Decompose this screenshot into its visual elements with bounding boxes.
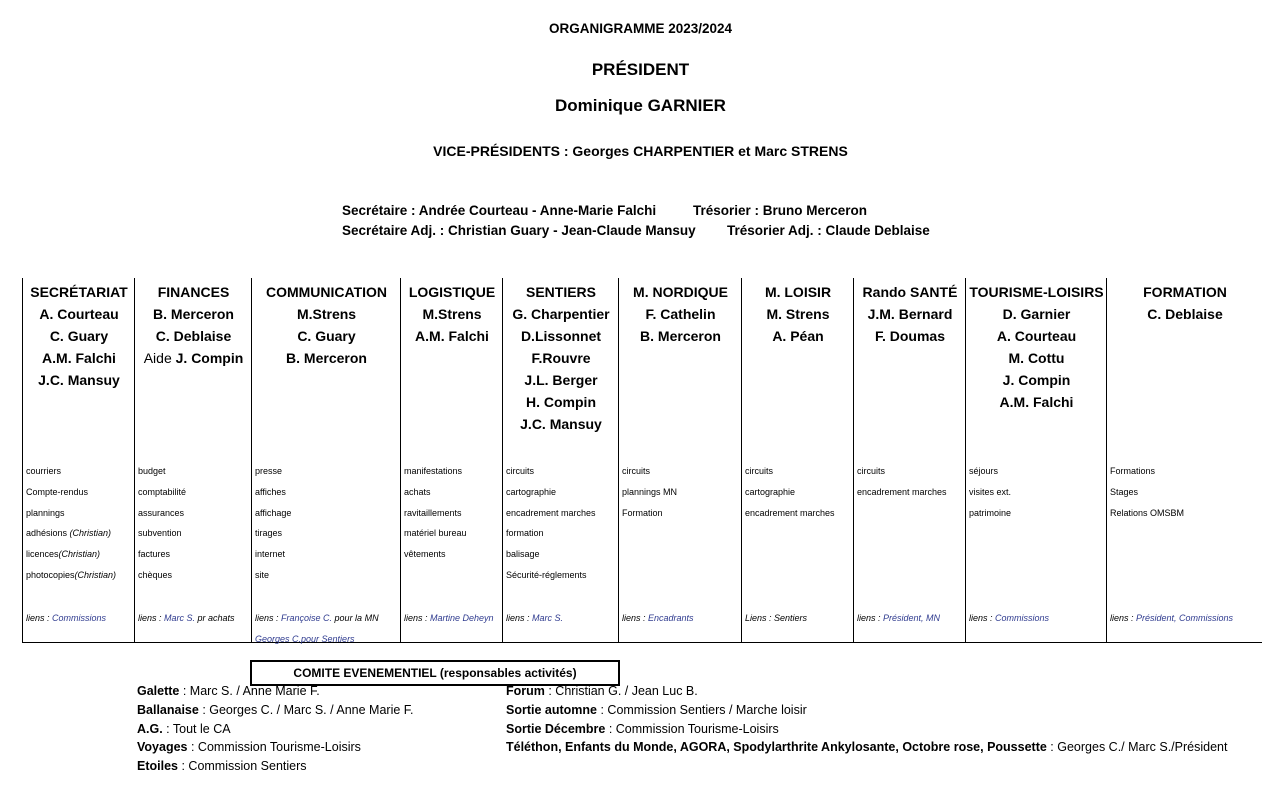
column-member: A.M. Falchi	[415, 328, 489, 344]
org-column	[1106, 278, 1263, 642]
task-item	[857, 482, 947, 503]
column-member: A. Péan	[772, 328, 824, 344]
column-name: FINANCES	[157, 284, 230, 300]
task-item	[26, 544, 116, 565]
task-item	[969, 503, 1011, 524]
task-text: circuits	[857, 466, 886, 476]
column-header	[1107, 281, 1263, 325]
tresorier-adjoint: Trésorier Adj. : Claude Deblaise	[727, 223, 930, 238]
president-name: Dominique GARNIER	[555, 96, 726, 115]
task-text: matériel bureau	[404, 528, 467, 539]
links-value: Françoise C.	[281, 613, 333, 623]
column-header	[503, 281, 619, 435]
column-member: C. Guary	[49, 328, 109, 344]
org-column	[853, 278, 966, 642]
task-item	[26, 565, 116, 586]
task-text: Sécurité-réglements	[506, 569, 587, 580]
task-item	[255, 544, 291, 565]
task-text: affiches	[255, 486, 286, 497]
column-header	[966, 281, 1107, 413]
event-responsables: : Christian G. / Jean Luc B.	[544, 684, 698, 698]
column-member: J.C. Mansuy	[520, 416, 602, 432]
task-text: Stages	[1110, 486, 1139, 497]
column-header	[401, 281, 503, 347]
column-name: M. LOISIR	[764, 284, 832, 300]
links-line	[622, 608, 694, 629]
links-line	[745, 608, 807, 629]
event-responsables: : Georges C. / Marc S. / Anne Marie F.	[198, 702, 414, 717]
column-name: LOGISTIQUE	[408, 284, 496, 300]
event-name: Etoiles	[137, 759, 178, 774]
column-header	[23, 281, 135, 391]
event-responsables: : Tout le CA	[162, 721, 231, 736]
column-member: C. Guary	[297, 328, 356, 344]
links-label: liens :	[138, 613, 165, 623]
task-item	[969, 482, 1011, 503]
event-name: Sortie automne	[506, 702, 597, 717]
links-label: liens :	[26, 613, 53, 623]
column-member: H. Compin	[526, 394, 596, 410]
task-list	[404, 461, 467, 565]
task-text: licences	[26, 549, 59, 560]
task-item	[622, 482, 677, 503]
links-value: Commissions	[52, 613, 107, 623]
comite-event	[506, 703, 807, 717]
links-line	[1110, 608, 1233, 629]
task-text: subvention	[138, 528, 182, 539]
links-line	[255, 608, 379, 629]
task-text: internet	[255, 549, 286, 560]
column-links	[404, 608, 494, 629]
task-item	[255, 461, 291, 482]
column-member: B. Merceron	[286, 350, 367, 366]
event-name: Galette	[137, 684, 180, 698]
task-item	[26, 461, 116, 482]
vice-presidents: VICE-PRÉSIDENTS : Georges CHARPENTIER et Marc STRENS	[433, 143, 848, 159]
task-text: factures	[138, 549, 171, 560]
column-member: M. Strens	[766, 306, 830, 322]
links-value: Georges C.	[255, 633, 302, 644]
president-label: PRÉSIDENT	[591, 60, 690, 79]
task-text: manifestations	[404, 466, 463, 476]
links-value: Commissions	[995, 613, 1050, 623]
comite-event	[506, 684, 698, 698]
task-item	[745, 482, 835, 503]
column-member: C. Deblaise	[1147, 306, 1223, 322]
task-text: budget	[138, 466, 166, 476]
comite-event	[137, 722, 231, 736]
column-member: M.Strens	[296, 306, 357, 322]
column-header	[135, 281, 252, 369]
task-list	[857, 461, 947, 503]
event-name: Voyages	[137, 740, 188, 755]
event-responsables: : Georges C./ Marc S./Président	[1046, 740, 1228, 755]
task-item	[138, 461, 186, 482]
task-text: courriers	[26, 466, 62, 476]
column-member: A. Courteau	[996, 328, 1077, 344]
task-item	[255, 565, 291, 586]
links-label: Liens :	[745, 613, 775, 623]
task-text: Formations	[1110, 466, 1156, 476]
task-item	[506, 565, 596, 586]
event-name: A.G.	[137, 721, 163, 736]
column-links	[506, 608, 563, 629]
secretaire: Secrétaire : Andrée Courteau - Anne-Marie Falchi	[342, 203, 657, 218]
links-line	[857, 608, 940, 629]
task-list	[745, 461, 835, 523]
comite-title: COMITE EVENEMENTIEL (responsables activités)	[250, 660, 620, 686]
links-value: Président, Commissions	[1136, 613, 1234, 623]
task-text: comptabilité	[138, 486, 187, 497]
task-item	[969, 461, 1011, 482]
task-text: adhésions	[26, 528, 70, 539]
task-text: circuits	[622, 466, 651, 476]
links-value: Marc S.	[532, 613, 564, 623]
task-item	[506, 523, 596, 544]
task-text: presse	[255, 466, 283, 476]
document-title: ORGANIGRAMME 2023/2024	[548, 21, 733, 36]
task-list	[622, 461, 677, 523]
task-item	[404, 482, 467, 503]
task-text: patrimoine	[969, 507, 1012, 518]
links-extra: pr achats	[195, 613, 235, 623]
event-responsables: : Marc S. / Anne Marie F.	[179, 684, 320, 698]
task-item	[138, 565, 186, 586]
aide-name: J. Compin	[175, 350, 244, 366]
links-label: liens :	[622, 613, 649, 623]
links-extra: Sentiers	[774, 613, 808, 623]
task-item	[138, 503, 186, 524]
column-member: A.M. Falchi	[999, 394, 1074, 410]
task-text: cartographie	[745, 486, 796, 497]
task-text: visites ext.	[969, 486, 1012, 497]
column-member: A.M. Falchi	[42, 350, 116, 366]
task-text: plannings	[26, 507, 65, 518]
task-text: cartographie	[506, 486, 557, 497]
links-value: Président, MN	[883, 613, 941, 623]
task-text: Relations OMSBM	[1110, 507, 1185, 518]
task-list	[506, 461, 596, 586]
event-name: Sortie Décembre	[506, 721, 606, 736]
column-links	[622, 608, 694, 629]
task-item	[1110, 503, 1184, 524]
event-name: Forum	[506, 684, 545, 698]
task-text: ravitaillements	[404, 507, 462, 518]
column-name: Rando SANTÉ	[862, 284, 958, 300]
task-text: achats	[404, 486, 431, 497]
task-text: formation	[506, 528, 544, 539]
event-responsables: : Commission Sentiers / Marche loisir	[597, 702, 807, 717]
org-column	[618, 278, 742, 642]
links-value: Marc S.	[164, 613, 196, 623]
column-member: J.C. Mansuy	[38, 372, 120, 388]
links-value: Martine Deheyn	[430, 613, 494, 623]
task-item	[26, 482, 116, 503]
task-item	[404, 523, 467, 544]
links-label: liens :	[404, 613, 431, 623]
task-item	[138, 482, 186, 503]
task-item	[255, 523, 291, 544]
event-name: Téléthon, Enfants du Monde, AGORA, Spodylarthrite Ankylosante, Octobre rose, Poussette	[506, 740, 1047, 755]
task-text: assurances	[138, 507, 185, 518]
task-text: séjours	[969, 466, 999, 476]
column-member: A. Courteau	[39, 306, 119, 322]
links-line	[26, 608, 106, 629]
task-text: site	[255, 569, 270, 580]
task-note: (Christian)	[58, 549, 101, 560]
links-line	[969, 608, 1049, 629]
task-item	[506, 503, 596, 524]
links-line	[255, 629, 379, 650]
links-label: liens :	[255, 613, 282, 623]
task-item	[745, 503, 835, 524]
column-name: SECRÉTARIAT	[30, 284, 128, 300]
comite-event	[506, 740, 1227, 754]
comite-event	[137, 703, 414, 717]
task-item	[26, 503, 116, 524]
column-member: D.Lissonnet	[520, 328, 602, 344]
links-label: liens :	[1110, 613, 1137, 623]
org-column	[965, 278, 1107, 642]
column-member: J.M. Bernard	[867, 306, 953, 322]
column-header	[252, 281, 401, 369]
task-text: circuits	[506, 466, 535, 476]
aide-label: Aide	[143, 350, 176, 366]
task-item	[138, 544, 186, 565]
links-line	[404, 608, 494, 629]
task-text: affichage	[255, 507, 292, 518]
task-list	[138, 461, 186, 586]
task-text: chèques	[138, 569, 173, 580]
links-extra: pour Sentiers	[301, 633, 355, 644]
column-links	[138, 608, 235, 629]
column-member: F. Cathelin	[645, 306, 716, 322]
secretaire-adjoint: Secrétaire Adj. : Christian Guary - Jean-Claude Mansuy	[342, 223, 696, 238]
task-list	[26, 461, 116, 586]
column-links	[255, 608, 379, 650]
org-table	[22, 278, 1262, 643]
column-header	[619, 281, 742, 347]
task-item	[26, 523, 116, 544]
links-extra: pour la MN	[332, 613, 379, 623]
column-member: G. Charpentier	[512, 306, 610, 322]
task-item	[138, 523, 186, 544]
task-note: (Christian)	[69, 528, 112, 539]
column-name: TOURISME-LOISIRS	[969, 284, 1104, 300]
column-links	[1110, 608, 1233, 629]
task-list	[969, 461, 1011, 523]
task-item	[404, 461, 467, 482]
column-member: C. Deblaise	[155, 328, 232, 344]
task-item	[404, 544, 467, 565]
task-item	[506, 482, 596, 503]
task-list	[1110, 461, 1184, 523]
task-item	[857, 461, 947, 482]
task-text: balisage	[506, 549, 540, 560]
org-column	[741, 278, 854, 642]
task-text: circuits	[745, 466, 774, 476]
links-label: liens :	[506, 613, 533, 623]
task-item	[255, 503, 291, 524]
task-text: Formation	[622, 507, 663, 518]
column-member: B. Merceron	[153, 306, 234, 322]
task-note: (Christian)	[74, 569, 117, 580]
org-column	[251, 278, 401, 642]
links-label: liens :	[969, 613, 996, 623]
column-header	[854, 281, 966, 347]
org-column	[22, 278, 135, 642]
column-member: F.Rouvre	[531, 350, 591, 366]
event-responsables: : Commission Tourisme-Loisirs	[605, 721, 779, 736]
column-name: SENTIERS	[525, 284, 596, 300]
column-aide	[135, 347, 252, 369]
links-value: Encadrants	[648, 613, 694, 623]
task-item	[1110, 461, 1184, 482]
comite-event	[506, 722, 779, 736]
column-links	[745, 608, 807, 629]
column-member: M. Cottu	[1008, 350, 1065, 366]
task-list	[255, 461, 291, 586]
column-member: M.Strens	[422, 306, 482, 322]
comite-event	[137, 684, 320, 698]
links-line	[138, 608, 235, 629]
column-member: J. Compin	[1002, 372, 1071, 388]
column-member: J.L. Berger	[524, 372, 598, 388]
task-text: plannings MN	[622, 486, 678, 497]
task-item	[745, 461, 835, 482]
task-item	[622, 503, 677, 524]
task-text: tirages	[255, 528, 283, 539]
column-name: FORMATION	[1143, 284, 1227, 300]
task-item	[622, 461, 677, 482]
event-name: Ballanaise	[137, 702, 199, 717]
task-text: vêtements	[404, 549, 446, 560]
column-member: B. Merceron	[640, 328, 721, 344]
event-responsables: : Commission Tourisme-Loisirs	[187, 740, 361, 755]
column-name: COMMUNICATION	[265, 284, 388, 300]
task-text: encadrement marches	[745, 507, 835, 518]
task-item	[404, 503, 467, 524]
column-links	[857, 608, 940, 629]
tresorier: Trésorier : Bruno Merceron	[693, 203, 868, 218]
task-item	[255, 482, 291, 503]
task-item	[506, 461, 596, 482]
event-responsables: : Commission Sentiers	[178, 759, 307, 774]
comite-event	[137, 740, 361, 754]
task-text: encadrement marches	[857, 486, 947, 497]
task-item	[506, 544, 596, 565]
task-item	[1110, 482, 1184, 503]
column-links	[969, 608, 1049, 629]
task-text: photocopies	[26, 569, 75, 580]
column-links	[26, 608, 106, 629]
task-text: Compte-rendus	[26, 486, 89, 497]
column-member: F. Doumas	[874, 328, 945, 344]
task-text: encadrement marches	[506, 507, 596, 518]
org-column	[134, 278, 252, 642]
column-name: M. NORDIQUE	[633, 284, 728, 300]
comite-event	[137, 759, 307, 773]
org-column	[502, 278, 619, 642]
org-column	[400, 278, 503, 642]
column-member: D. Garnier	[1002, 306, 1071, 322]
links-line	[506, 608, 563, 629]
column-header	[742, 281, 854, 347]
links-label: liens :	[857, 613, 884, 623]
